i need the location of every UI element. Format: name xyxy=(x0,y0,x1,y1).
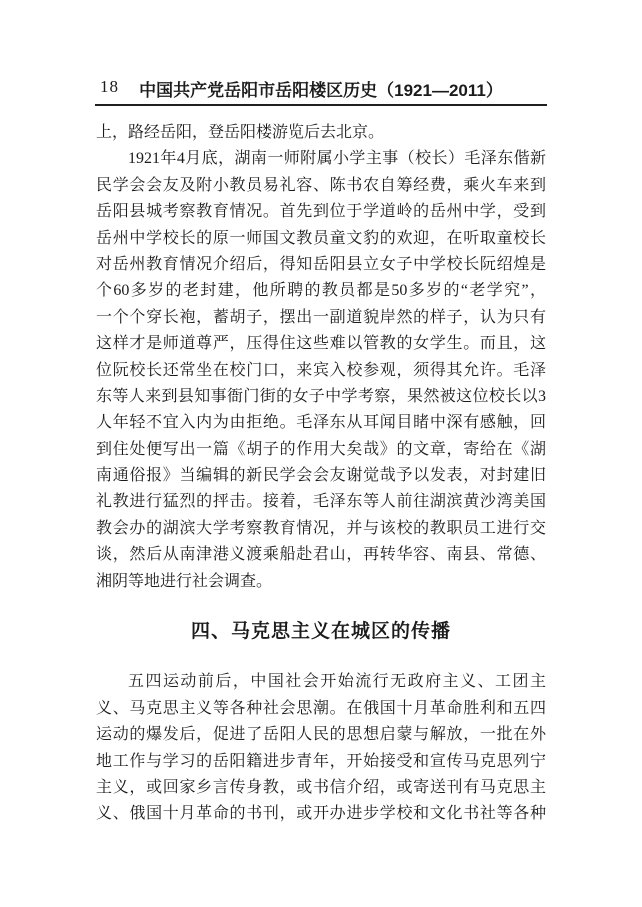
paragraph-mao-visit xyxy=(96,146,546,595)
text-line: 1921年4月底，湖南一师附属小学主事（校长）毛泽东偕新 xyxy=(128,150,546,168)
section-heading: 四、马克思主义在城区的传播 xyxy=(190,621,451,643)
text-line: 一个个穿长袍，蓄胡子，摆出一副道貌岸然的样子，认为只有 xyxy=(96,308,546,326)
page-number: 18 xyxy=(100,77,119,96)
text-line: 到住处便写出一篇《胡子的作用大矣哉》的文章，寄给在《湖 xyxy=(96,440,546,458)
text-line: 主义，或回家乡言传身教，或书信介绍，或寄送刊有马克思主 xyxy=(96,778,546,796)
text-line: 义、俄国十月革命的书刊，或开办进步学校和文化书社等各种 xyxy=(96,805,546,823)
text-line: 地工作与学习的岳阳籍进步青年，开始接受和宣传马克思列宁 xyxy=(96,752,546,770)
text-line: 岳阳县城考察教育情况。首先到位于学道岭的岳州中学，受到 xyxy=(96,203,546,221)
text-line: 人年轻不宜入内为由拒绝。毛泽东从耳闻目睹中深有感触，回 xyxy=(96,414,546,432)
paragraph-continuation xyxy=(96,120,546,146)
header-rule xyxy=(95,104,547,106)
text-line: 岳州中学校长的原一师国文教员童文豹的欢迎，在听取童校长 xyxy=(96,229,546,247)
text-line: 湘阴等地进行社会调查。 xyxy=(96,572,273,590)
text-line: 教会办的湖滨大学考察教育情况，并与该校的教职员工进行交 xyxy=(96,519,546,537)
text-line: 个60多岁的老封建，他所聘的教员都是50多岁的“老学究”， xyxy=(96,282,546,300)
text-line: 运动的爆发后，促进了岳阳人民的思想启蒙与解放，一批在外 xyxy=(96,726,546,744)
text-body xyxy=(96,120,546,828)
book-title: 中国共产党岳阳市岳阳楼区历史（1921—2011） xyxy=(139,81,503,100)
text-line: 上，路经岳阳，登岳阳楼游览后去北京。 xyxy=(96,124,385,141)
paragraph-marxism-spread xyxy=(96,669,546,827)
text-line: 这样才是师道尊严，压得住这些难以管教的女学生。而且，这 xyxy=(96,335,546,353)
text-line: 民学会会友及附小教员易礼容、陈书农自筹经费，乘火车来到 xyxy=(96,176,546,194)
text-line: 礼教进行猛烈的抨击。接着，毛泽东等人前往湖滨黄沙湾美国 xyxy=(96,493,546,511)
text-line: 谈，然后从南津港义渡乘船赴君山，再转华容、南县、常德、 xyxy=(96,546,546,564)
text-line: 五四运动前后，中国社会开始流行无政府主义、工团主 xyxy=(128,673,546,691)
running-head xyxy=(96,76,546,100)
text-line: 位阮校长还常坐在校门口，来宾入校参观，须得其允许。毛泽 xyxy=(96,361,546,379)
text-line: 义、马克思主义等各种社会思潮。在俄国十月革命胜利和五四 xyxy=(96,699,546,717)
text-line: 南通俗报》当编辑的新民学会会友谢觉哉予以发表，对封建旧 xyxy=(96,467,546,485)
text-line: 东等人来到县知事衙门街的女子中学考察，果然被这位校长以3 xyxy=(96,387,546,405)
text-line: 对岳州教育情况介绍后，得知岳阳县立女子中学校长阮绍煌是 xyxy=(96,255,546,273)
